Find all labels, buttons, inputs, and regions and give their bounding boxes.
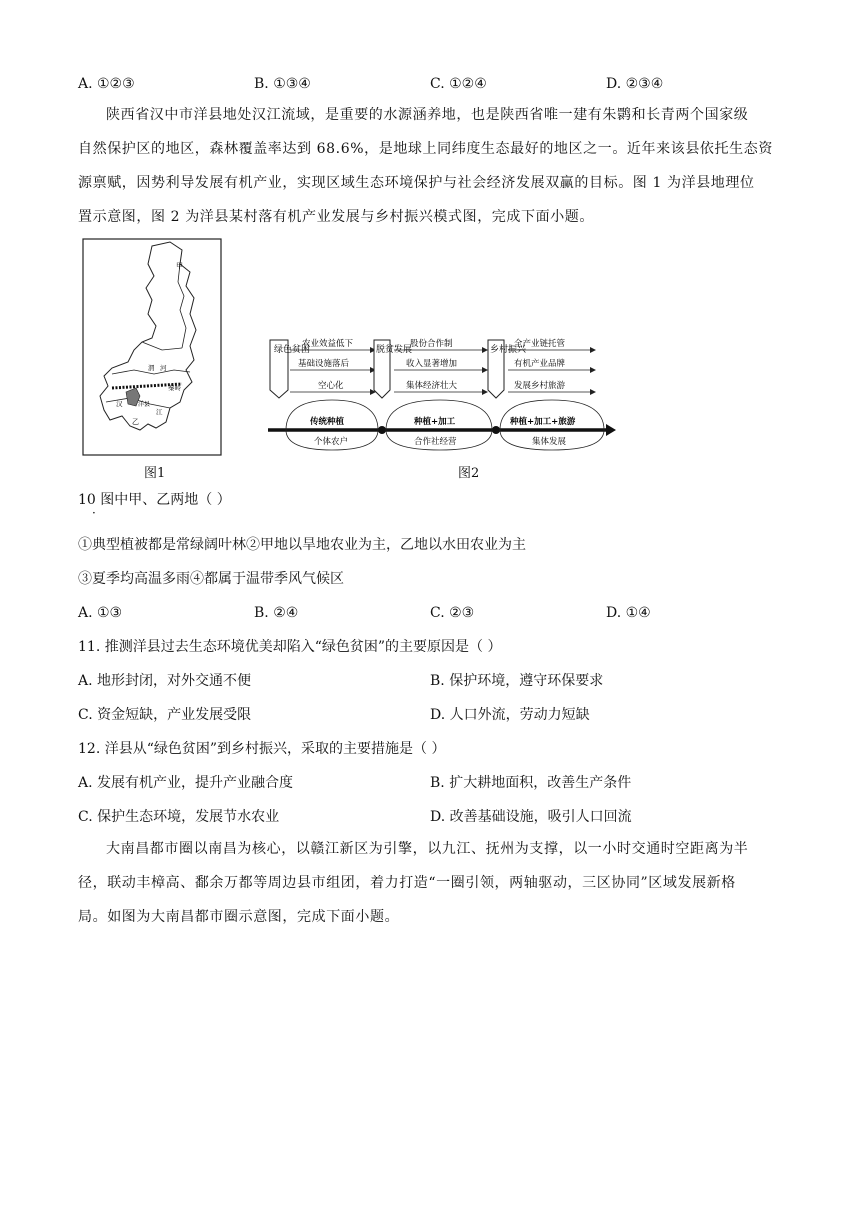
timeline-arrowhead xyxy=(606,424,616,436)
label-han: 汉 xyxy=(116,400,123,408)
stage-item: 集体经济壮大 xyxy=(406,381,458,391)
label-he: 河 xyxy=(160,364,167,372)
stage-item: 全产业链托管 xyxy=(514,339,566,349)
stage-name: 乡村振兴 xyxy=(490,345,527,355)
timeline-node xyxy=(378,426,386,434)
passage-line: 自然保护区的地区，森林覆盖率达到 68.6%，是地球上同纬度生态最好的地区之一。近年来该县依托生态资 xyxy=(78,141,773,157)
passage-line: 陕西省汉中市洋县地处汉江流域，是重要的水源涵养地，也是陕西省唯一建有朱鹮和长青两个国家级 xyxy=(106,107,749,123)
label-yangxian: 洋县 xyxy=(138,401,151,408)
q11-option-d: D. 人口外流，劳动力短缺 xyxy=(430,707,590,723)
stage-green-poverty xyxy=(270,338,378,450)
figure-2-caption: 图2 xyxy=(458,466,480,481)
label-jia: 甲 xyxy=(176,262,183,270)
passage-yangxian xyxy=(78,98,788,234)
option-d: D. ①④ xyxy=(606,605,651,621)
stage-mode: 传统种植 xyxy=(310,417,345,427)
stage-org: 合作社经营 xyxy=(414,437,457,447)
option-c: C. ②③ xyxy=(430,605,475,621)
option-c: C. ①②④ xyxy=(430,76,487,92)
option-b: B. ①③④ xyxy=(254,76,311,92)
passage-line: 置示意图，图 2 为洋县某村落有机产业发展与乡村振兴模式图，完成下面小题。 xyxy=(78,209,595,225)
label-jiang: 江 xyxy=(156,408,163,416)
stage-item: 空心化 xyxy=(318,381,344,391)
q11-option-c: C. 资金短缺，产业发展受限 xyxy=(78,707,252,723)
stage-item: 收入显著增加 xyxy=(406,359,458,369)
passage-nanchang xyxy=(78,832,788,934)
q10-statement: ③夏季均高温多雨④都属于温带季风气候区 xyxy=(78,571,344,587)
option-b: B. ②④ xyxy=(254,605,299,621)
stage-poverty-alleviation xyxy=(374,338,492,450)
stage-item: 股份合作制 xyxy=(410,339,453,349)
stage-item: 基础设施落后 xyxy=(298,359,350,369)
stage-org: 个体农户 xyxy=(314,437,349,447)
option-d: D. ②③④ xyxy=(606,76,664,92)
q10-statement: ①典型植被都是常绿阔叶林②甲地以旱地农业为主，乙地以水田农业为主 xyxy=(78,537,526,553)
q12-stem: 12. 洋县从“绿色贫困”到乡村振兴，采取的主要措施是（ ） xyxy=(78,741,446,757)
stage-rural-revitalization xyxy=(488,338,604,450)
stage-item: 有机产业品牌 xyxy=(514,359,566,369)
option-a: A. ①②③ xyxy=(78,76,135,92)
stage-name: 绿色贫困 xyxy=(274,345,311,355)
q11-option-b: B. 保护环境，遵守环保要求 xyxy=(430,673,604,689)
passage-line: 源禀赋，因势利导发展有机产业，实现区域生态环境保护与社会经济发展双赢的目标。图 1 为洋县地理位 xyxy=(78,175,755,191)
stage-item: 农业效益低下 xyxy=(302,339,354,349)
q12-option-b: B. 扩大耕地面积，改善生产条件 xyxy=(430,775,632,791)
stage-org: 集体发展 xyxy=(532,437,567,447)
q11-stem: 11. 推测洋县过去生态环境优美却陷入“绿色贫困”的主要原因是（ ） xyxy=(78,639,502,655)
q11-option-a: A. 地形封闭，对外交通不便 xyxy=(78,673,252,689)
stem-dot-mark: · xyxy=(92,506,96,520)
label-yi: 乙 xyxy=(132,418,139,426)
label-wei: 渭 xyxy=(148,364,155,372)
q12-option-c: C. 保护生态环境，发展节水农业 xyxy=(78,809,280,825)
timeline-node xyxy=(492,426,500,434)
stage-mode: 种植+加工 xyxy=(414,417,456,427)
stage-mode: 种植+加工+旅游 xyxy=(510,417,576,427)
q12-option-d: D. 改善基础设施，吸引人口回流 xyxy=(430,809,632,825)
q10-stem: 10 图中甲、乙两地（ ） xyxy=(78,492,231,508)
option-a: A. ①③ xyxy=(78,605,123,621)
passage-line: 径，联动丰樟高、鄱余万都等周边县市组团，着力打造“一圈引领，两轴驱动，三区协同”区域发展新格 xyxy=(78,875,736,891)
passage-line: 局。如图为大南昌都市圈示意图，完成下面小题。 xyxy=(78,909,400,925)
stage-name: 脱贫发展 xyxy=(376,345,413,355)
figure-1-caption: 图1 xyxy=(144,466,166,481)
figure-2-diagram xyxy=(262,334,618,454)
q12-option-a: A. 发展有机产业，提升产业融合度 xyxy=(78,775,294,791)
figure-1-map xyxy=(82,238,222,456)
passage-line: 大南昌都市圈以南昌为核心，以赣江新区为引擎，以九江、抚州为支撑，以一小时交通时空距离为半 xyxy=(106,841,749,857)
label-qinling: 秦岭 xyxy=(168,384,181,392)
stage-item: 发展乡村旅游 xyxy=(514,381,566,391)
